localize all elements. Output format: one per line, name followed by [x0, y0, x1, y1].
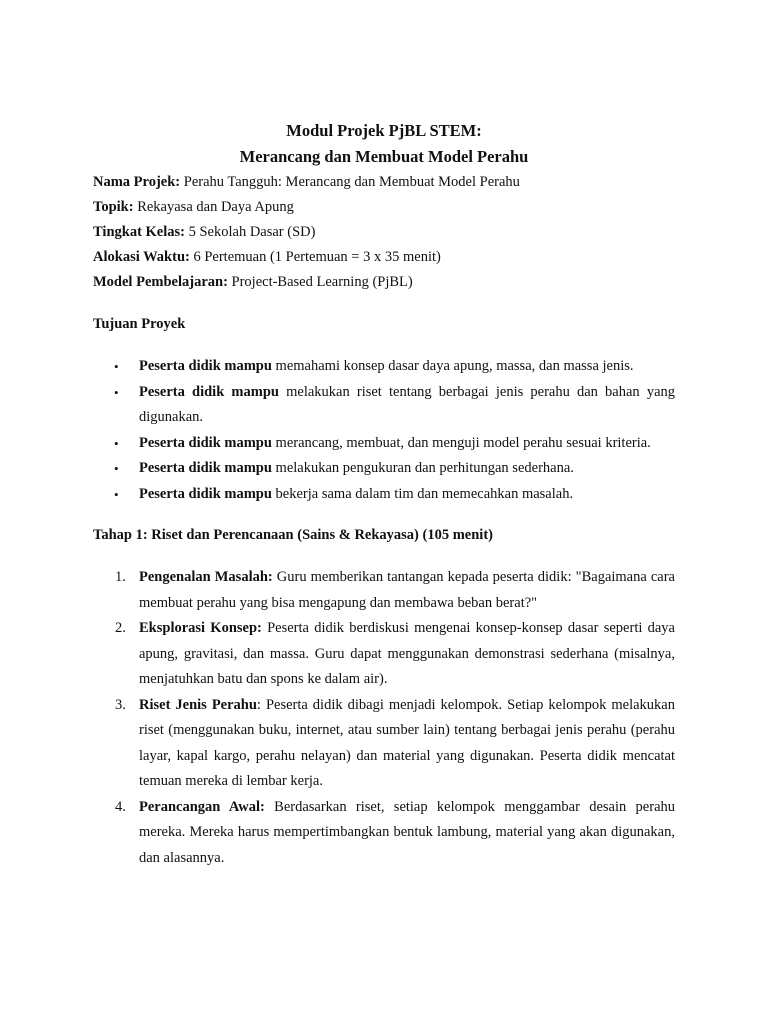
meta-tingkat-kelas [93, 220, 675, 245]
goal-lead: Peserta didik mampu [139, 460, 272, 476]
goals-list [93, 354, 675, 507]
step-number: 3. [115, 696, 126, 713]
meta-value: Perahu Tangguh: Merancang dan Membuat Model Perahu [180, 174, 520, 190]
list-item [93, 565, 675, 616]
meta-value: Rekayasa dan Daya Apung [133, 199, 294, 215]
document-content [93, 118, 675, 871]
list-item [93, 354, 675, 380]
tahap-1-heading: Tahap 1: Riset dan Perencanaan (Sains & Rekayasa) (105 menit) [93, 527, 493, 543]
goal-lead: Peserta didik mampu [139, 383, 279, 400]
goal-lead: Peserta didik mampu [139, 358, 272, 374]
meta-label: Model Pembelajaran: [93, 274, 228, 290]
meta-value: Project-Based Learning (PjBL) [227, 274, 413, 290]
list-item [93, 380, 675, 431]
list-item [93, 693, 675, 795]
meta-label: Tingkat Kelas: [93, 224, 185, 240]
meta-label: Alokasi Waktu: [93, 249, 190, 265]
bullet-icon: • [114, 384, 119, 400]
meta-value: 5 Sekolah Dasar (SD) [184, 224, 316, 240]
goal-lead: Peserta didik mampu [139, 434, 272, 451]
bullet-icon: • [114, 435, 119, 451]
goal-text: bekerja sama dalam tim dan memecahkan masalah. [271, 485, 574, 502]
project-meta [93, 170, 675, 295]
list-item [93, 456, 675, 482]
list-item [93, 482, 675, 508]
step-number: 2. [115, 620, 126, 636]
goal-text: merancang, membuat, dan menguji model perahu sesuai kriteria. [271, 434, 651, 451]
goal-text: melakukan pengukuran dan perhitungan sederhana. [271, 460, 574, 476]
bullet-icon: • [114, 486, 119, 502]
meta-nama-projek [93, 170, 675, 195]
goal-text: melakukan riset tentang berbagai jenis perahu dan bahan yang digunakan. [139, 383, 675, 425]
step-number: 1. [115, 569, 126, 585]
meta-topik [93, 195, 675, 220]
document-title-line-2: Merancang dan Membuat Model Perahu [239, 147, 529, 166]
bullet-icon: • [114, 461, 119, 476]
meta-model-pembelajaran [93, 270, 675, 295]
document-title-line-1: Modul Projek PjBL STEM: [286, 121, 482, 140]
list-item [93, 616, 675, 693]
list-item [93, 795, 675, 872]
meta-label: Nama Projek: [93, 174, 181, 190]
list-item [93, 431, 675, 457]
tujuan-proyek-heading: Tujuan Proyek [93, 316, 186, 332]
step-lead: Perancangan Awal: [139, 798, 265, 815]
meta-label: Topik: [93, 199, 134, 215]
step-text: : Peserta didik dibagi menjadi kelompok. Setiap kelompok melakukan riset (menggunakan buku, internet, atau sumber lain) tentang berbagai jenis perahu (perahu layar, kapal kargo, perahu nelayan) dan material yang digunakan. Peserta didik mencatat temuan mereka di lembar kerja. [139, 696, 675, 789]
meta-value: 6 Pertemuan (1 Pertemuan = 3 x 35 menit) [189, 249, 441, 265]
step-text: Peserta didik berdiskusi mengenai konsep-konsep dasar seperti daya apung, gravitasi, dan massa. Guru dapat menggunakan demonstrasi sederhana (misalnya, menjatuhkan batu dan spons ke dalam air). [139, 620, 675, 687]
goal-lead: Peserta didik mampu [139, 485, 272, 502]
steps-list [93, 565, 675, 871]
step-text: Guru memberikan tantangan kepada peserta didik: "Bagaimana cara membuat perahu yang bisa mengapung dan membawa beban berat?" [139, 569, 675, 611]
step-lead: Riset Jenis Perahu [139, 696, 257, 713]
step-lead: Pengenalan Masalah: [139, 569, 273, 585]
meta-alokasi-waktu [93, 245, 675, 270]
step-lead: Eksplorasi Konsep: [139, 620, 262, 636]
bullet-icon: • [114, 359, 119, 374]
step-text: Berdasarkan riset, setiap kelompok menggambar desain perahu mereka. Mereka harus mempertimbangkan bentuk lambung, material yang akan digunakan, dan alasannya. [139, 798, 676, 866]
step-number: 4. [115, 798, 126, 815]
goal-text: memahami konsep dasar daya apung, massa, dan massa jenis. [271, 358, 634, 374]
